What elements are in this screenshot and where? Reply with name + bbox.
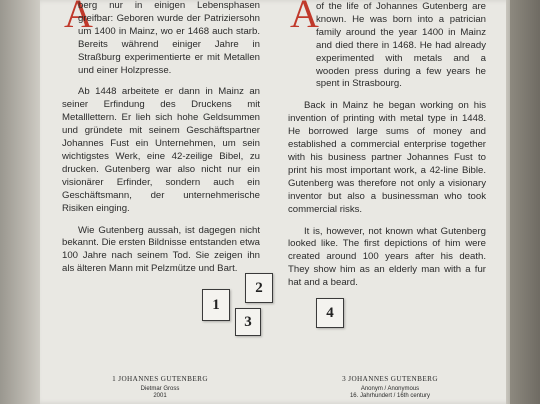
english-paragraph-1: of the life of Johannes Gutenberg are known. He was born into a patrician family around the year 1400 in Mainz and died there in 1468. He had already experimented with metals and a wooden press during a few years he spent in Strasbourg. (316, 1, 486, 90)
portrait-marker-1: 1 (202, 289, 230, 321)
english-paragraph-2: Back in Mainz he began working on his invention of printing with metal type in 1448. He borrowed large sums of money and established a commercial enterprise together with his business partner Johannes Fust to print his most important work, a 42-line Bible. Gutenberg was therefore not only a visionary inventor but also a businessman who took commercial risks. (288, 100, 486, 215)
caption-portrait-3 (330, 375, 450, 400)
dropcap-german: A (64, 0, 93, 36)
english-text-column (288, 1, 486, 299)
caption-artist: Dietmar Gross (140, 386, 180, 392)
caption-date: 16. Jahrhundert / 16th century (349, 393, 431, 399)
english-paragraph-3: It is, however, not known what Gutenberg looked like. The first depictions of him were created around 100 years after his death. They show him as an elderly man with a fur hat and a beard. (288, 225, 486, 289)
dropcap-english: A (290, 0, 319, 36)
wall-right (510, 0, 540, 404)
portrait-marker-4: 4 (316, 298, 344, 328)
german-text-column (62, 0, 260, 285)
german-paragraph-1: berg nur in einigen Lebensphasen greifbar: Geboren wurde der Patriziersohn um 1400 in Mainz, wo er 1468 auch starb. Bereits während einiger Jahre in Straßburg experimentierte er mit Metallen und einer Holzpresse. (78, 0, 260, 76)
portrait-marker-3: 3 (235, 308, 261, 336)
caption-title: 1 JOHANNES GUTENBERG (112, 375, 208, 383)
portrait-marker-2: 2 (245, 273, 273, 303)
caption-date: 2001 (153, 393, 167, 399)
caption-title: 3 JOHANNES GUTENBERG (342, 375, 438, 383)
wall-left (0, 0, 44, 404)
german-paragraph-3: Wie Gutenberg aussah, ist dagegen nicht bekannt. Die ersten Bildnisse entstanden etwa 100 Jahre nach seinem Tod. Sie zeigen ihn als älteren Mann mit Pelzmütze und Bart. (62, 224, 260, 275)
german-paragraph-2: Ab 1448 arbeitete er dann in Mainz an seiner Erfindung des Druckens mit Metalllettern. Er lieh sich hohe Geldsummen und gründete mit seinem Geschäftspartner Johannes Fust ein Unternehmen, um sein wichtigstes Werk, eine 42-zeilige Bibel, zu drucken. Gutenberg war also nicht nur ein visionärer Erfinder, sondern auch ein Geschäftsmann, der unternehmerische Risiken einging. (62, 86, 260, 214)
caption-artist: Anonym / Anonymous (360, 386, 420, 392)
caption-portrait-1 (100, 375, 220, 400)
